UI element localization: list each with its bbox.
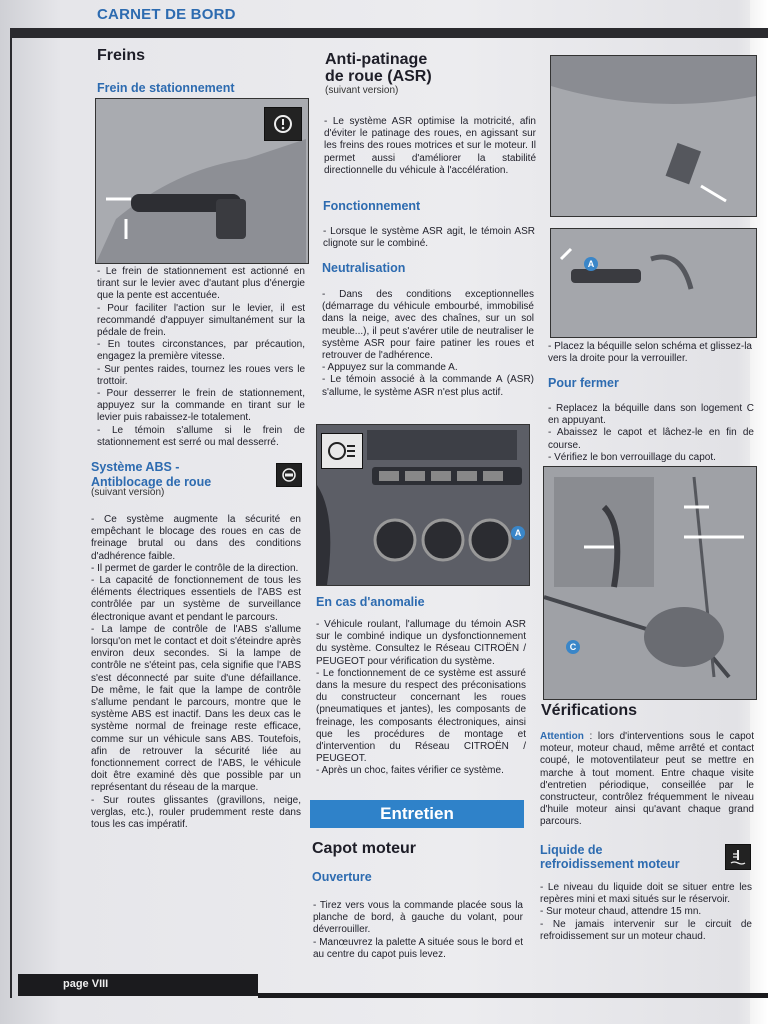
list-item: - Sur pentes raides, tournez les roues vers le trottoir. xyxy=(97,363,305,387)
list-item: - Le frein de stationnement est actionné en tirant sur le levier avec d'autant plus d'énergie que la pente est accentuée. xyxy=(97,266,305,302)
footer-rule xyxy=(258,993,768,998)
ouverture-list xyxy=(313,900,523,961)
prop-rod-illustration xyxy=(551,229,756,337)
abs-warning-icon xyxy=(276,463,302,487)
asr-caption: (suivant version) xyxy=(325,85,399,96)
list-item: - Sur routes glissantes (gravillons, neige, verglas, etc.), rouler prudemment reste dans tous les cas impératif. xyxy=(91,794,301,831)
liquide-title-line2: refroidissement moteur xyxy=(540,857,680,871)
hood-latch-figure xyxy=(550,55,757,217)
asr-intro: - Le système ASR optimise la motricité, afin d'éviter le patinage des roues, en agissant sur les freins des roues motrices et sur le moteur. Il permet aussi d'améliorer la stabilité directionnelle du véhicule à l'accélération. xyxy=(324,116,536,176)
list-item: - Tirez vers vous la commande placée sous la planche de bord, à gauche du volant, pour déverrouiller. xyxy=(313,900,523,936)
neutralisation-list xyxy=(322,289,534,399)
neutralisation-title: Neutralisation xyxy=(322,261,406,275)
brake-warning-icon xyxy=(264,107,302,141)
bequille-text: - Placez la béquille selon schéma et glissez-la vers la droite pour la verrouiller. xyxy=(548,341,752,365)
list-item: - Ne jamais intervenir sur le circuit de refroidissement sur un moteur chaud. xyxy=(540,918,752,942)
abs-list xyxy=(91,514,301,831)
page-number: page VIII xyxy=(63,978,109,990)
list-item: - Replacez la béquille dans son logement C en appuyant. xyxy=(548,403,754,427)
section-freins-title: Freins xyxy=(97,47,146,64)
list-item: - Abaissez le capot et lâchez-le en fin de course. xyxy=(548,427,754,451)
list-item: - La lampe de contrôle de l'ABS s'allume lorsqu'on met le contact et doit s'éteindre après environ deux secondes. Si la lampe de contrôle ne s'éteint pas, cela signifie que l'ABS s'est déconnecté par suite d'une défaillance. De même, le fait que la lampe de contrôle s'allume pendant le parcours, montre que le système ABS est inactif. Dans les deux cas le système normal de freinage reste efficace, comme sur un véhicule sans ABS. Toutefois, afin de retrouver la sécurité liée au fonctionnement correct de l'ABS, le véhicule doit être examiné dès que possible par un représentant du réseau de la marque. xyxy=(91,623,301,794)
asr-title-line1: Anti-patinage xyxy=(325,51,428,68)
header-rule xyxy=(10,28,768,38)
list-item: - La capacité de fonctionnement de tous les éléments électriques essentiels de l'ABS est contrôlée par un système de surveillance électronique avant et pendant le parcours. xyxy=(91,575,301,623)
asr-title xyxy=(325,51,432,85)
left-rule xyxy=(10,38,12,998)
list-item: - Sur moteur chaud, attendre 15 mn. xyxy=(540,906,702,918)
callout-c: C xyxy=(566,640,580,654)
header-title: CARNET DE BORD xyxy=(97,6,236,23)
list-item: - Le niveau du liquide doit se situer entre les repères mini et maxi situés sur le réservoir. xyxy=(540,882,752,906)
coolant-icon xyxy=(725,844,751,870)
abs-caption: (suivant version) xyxy=(91,487,165,498)
list-item: - En toutes circonstances, par précaution, engagez la première vitesse. xyxy=(97,339,305,363)
abs-title-line1: Système ABS - xyxy=(91,460,180,474)
footer-bar xyxy=(18,974,258,996)
entretien-band: Entretien xyxy=(310,800,524,828)
abs-title-line2: Antiblocage de roue xyxy=(91,475,212,489)
liquide-title xyxy=(540,843,680,871)
fermer-list xyxy=(548,403,754,464)
capot-moteur-title: Capot moteur xyxy=(312,840,416,857)
ouverture-title: Ouverture xyxy=(312,870,372,884)
list-item: - Manœuvrez la palette A située sous le bord et au centre du capot puis levez. xyxy=(313,936,523,960)
liquide-list xyxy=(540,882,752,943)
anomalie-title: En cas d'anomalie xyxy=(316,595,425,609)
list-item: - Le témoin s'allume si le frein de stationnement est serré ou mal desserré. xyxy=(97,424,305,448)
list-item: - Le fonctionnement de ce système est assuré dans la mesure du respect des préconisations du constructeur concernant les roues (pneumatiques et jantes), les composants de freinage, les composants électroniques, ainsi que les procédures de montage et d'intervention du Réseau CITROËN / PEUGEOT. xyxy=(316,667,526,765)
list-item: - Il permet de garder le contrôle de la direction. xyxy=(91,562,299,574)
list-item: - Pour faciliter l'action sur le levier, il est recommandé d'appuyer simultanément sur la pédale de frein. xyxy=(97,302,305,339)
list-item: - Véhicule roulant, l'allumage du témoin ASR sur le combiné indique un dysfonctionnement du système. Consultez le Réseau CITROËN / PEUGEOT pour vérification du système. xyxy=(316,619,526,667)
asr-icon xyxy=(321,433,363,469)
fonctionnement-title: Fonctionnement xyxy=(323,199,421,213)
asr-title-line2: de roue (ASR) xyxy=(325,68,432,85)
list-item: - Après un choc, faites vérifier ce système. xyxy=(316,765,504,777)
list-item: - Pour desserrer le frein de stationnement, appuyez sur la commande en tirant sur le levier puis rabaissez-le totalement. xyxy=(97,388,305,424)
asr-switch-figure xyxy=(316,424,530,586)
callout-a: A xyxy=(584,257,598,271)
liquide-title-line1: Liquide de xyxy=(540,843,603,857)
list-item: - Ce système augmente la sécurité en empêchant le blocage des roues en cas de freinage brutal ou dans des conditions d'adhérence faible. xyxy=(91,514,301,562)
prop-rod-figure xyxy=(550,228,757,338)
engine-bay-illustration xyxy=(544,467,756,699)
hood-latch-illustration xyxy=(551,56,756,216)
callout-a: A xyxy=(511,526,525,540)
handbrake-figure xyxy=(95,98,309,264)
abs-title xyxy=(91,460,211,490)
verifications-body: : lors d'interventions sous le capot moteur, moteur chaud, même arrêté et contact coupé, le motoventilateur peut se mettre en marche à tout moment. Entre chaque visite d'entretien périodique, conseillée par le constructeur, contrôlez fréquemment le niveau d'huile moteur ainsi qu'avant chaque grand parcours. xyxy=(540,731,754,828)
verifications-title: Vérifications xyxy=(541,702,638,719)
list-item: - Dans des conditions exceptionnelles (démarrage du véhicule embourbé, immobilisé dans la neige, avec des chaînes, sur un sol meuble...), il peut s'avérer utile de neutraliser le système ASR pour faire patiner les roues et retrouver de l'adhérence. xyxy=(322,289,534,362)
frein-stat-list xyxy=(97,266,305,449)
engine-bay-figure xyxy=(543,466,757,700)
anomalie-list xyxy=(316,619,526,778)
frein-stationnement-title: Frein de stationnement xyxy=(97,81,235,95)
list-item: - Le témoin associé à la commande A (ASR) s'allume, le système ASR n'est plus actif. xyxy=(322,374,534,398)
verifications-text xyxy=(540,731,754,829)
pour-fermer-title: Pour fermer xyxy=(548,376,619,390)
fonctionnement-text: - Lorsque le système ASR agit, le témoin ASR clignote sur le combiné. xyxy=(323,226,535,250)
list-item: - Appuyez sur la commande A. xyxy=(322,362,458,374)
list-item: - Vérifiez le bon verrouillage du capot. xyxy=(548,451,716,463)
attention-label: Attention xyxy=(540,731,584,742)
